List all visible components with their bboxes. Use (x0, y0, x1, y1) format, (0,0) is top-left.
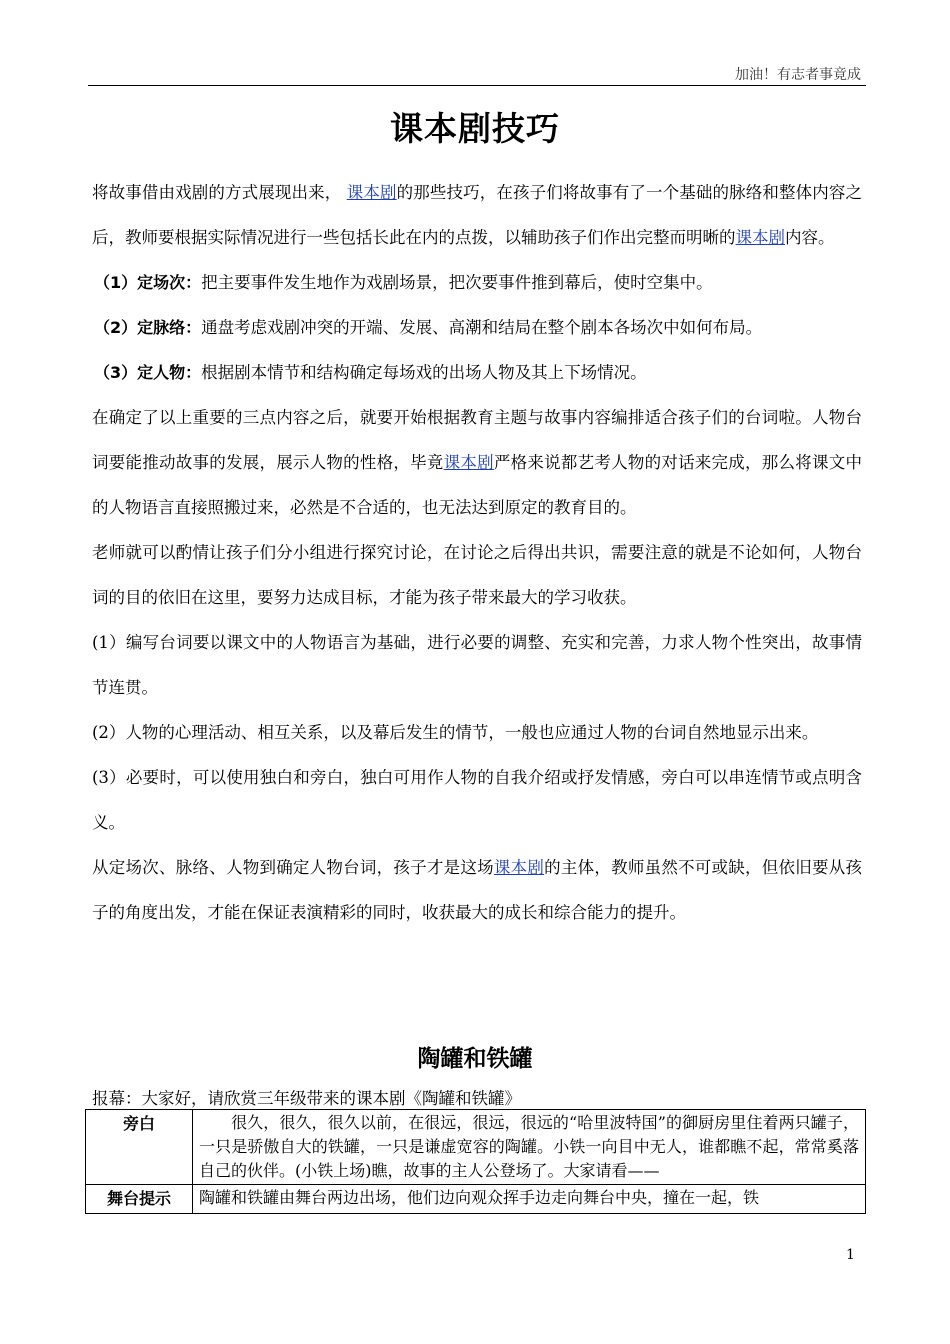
header-motto: 加油！有志者事竟成 (735, 67, 861, 83)
dialogue-paragraph: 在确定了以上重要的三点内容之后，就要开始根据教育主题与故事内容编排适合孩子们的台词啦。人物台词要能推动故事的发展，展示人物的性格，毕竟课本剧严格来说都艺考人物的对话来完成，那么将课文中的人物语言直接照搬过来，必然是不合适的，也无法达到原定的教育目的。 (92, 408, 863, 517)
play-title: 陶罐和铁罐 (417, 1046, 533, 1072)
article-body (92, 170, 862, 935)
script-table (85, 1109, 866, 1214)
role-cell: 旁白 (86, 1110, 193, 1185)
page-number: 1 (846, 1247, 855, 1263)
keben-ju-link[interactable]: 课本剧 (346, 183, 397, 202)
point-item: （2）定脉络：通盘考虑戏剧冲突的开端、发展、高潮和结局在整个剧本各场次中如何布局。 (94, 318, 763, 337)
table-row (86, 1185, 866, 1214)
point-item: （1）定场次：把主要事件发生地作为戏剧场景，把次要事件推到幕后，使时空集中。 (94, 273, 713, 292)
point-item: （3）定人物：根据剧本情节和结构确定每场戏的出场人物及其上下场情况。 (94, 363, 647, 382)
rule-item: (2）人物的心理活动、相互关系，以及幕后发生的情节，一般也应通过人物的台词自然地显示出来。 (92, 723, 819, 742)
keben-ju-link[interactable]: 课本剧 (493, 858, 545, 877)
keben-ju-link[interactable]: 课本剧 (443, 453, 494, 472)
play-intro: 报幕：大家好，请欣赏三年级带来的课本剧《陶罐和铁罐》 (92, 1089, 521, 1108)
conclusion-paragraph: 从定场次、脉络、人物到确定人物台词，孩子才是这场课本剧的主体，教师虽然不可或缺，但依旧要从孩子的角度出发，才能在保证表演精彩的同时，收获最大的成长和综合能力的提升。 (92, 858, 863, 922)
page-title: 课本剧技巧 (390, 109, 560, 148)
discussion-paragraph: 老师就可以酌情让孩子们分小组进行探究讨论，在讨论之后得出共识，需要注意的就是不论如何，人物台词的目的依旧在这里，要努力达成目标，才能为孩子带来最大的学习收获。 (92, 543, 862, 607)
line-cell: 很久，很久，很久以前，在很远，很远，很远的“哈里波特国”的御厨房里住着两只罐子，一只是骄傲自大的铁罐，一只是谦虚宽容的陶罐。小铁一向目中无人，谁都瞧不起，常常奚落自己的伙伴。(小铁上场)瞧，故事的主人公登场了。大家请看—— (193, 1110, 866, 1185)
table-row (86, 1110, 866, 1185)
keben-ju-link[interactable]: 课本剧 (735, 228, 785, 247)
header-divider (88, 85, 866, 86)
role-cell: 舞台提示 (86, 1185, 193, 1214)
rule-item: (3）必要时，可以使用独白和旁白，独白可用作人物的自我介绍或抒发情感，旁白可以串连情节或点明含义。 (92, 768, 862, 832)
intro-paragraph: 将故事借由戏剧的方式展现出来， 课本剧的那些技巧，在孩子们将故事有了一个基础的脉络和整体内容之后，教师要根据实际情况进行一些包括长此在内的点拨，以辅助孩子们作出完整而明晰的课本剧内容。 (92, 183, 862, 247)
rule-item: (1）编写台词要以课文中的人物语言为基础，进行必要的调整、充实和完善，力求人物个性突出，故事情节连贯。 (92, 633, 862, 697)
line-cell: 陶罐和铁罐由舞台两边出场，他们边向观众挥手边走向舞台中央，撞在一起，铁 (193, 1185, 866, 1214)
